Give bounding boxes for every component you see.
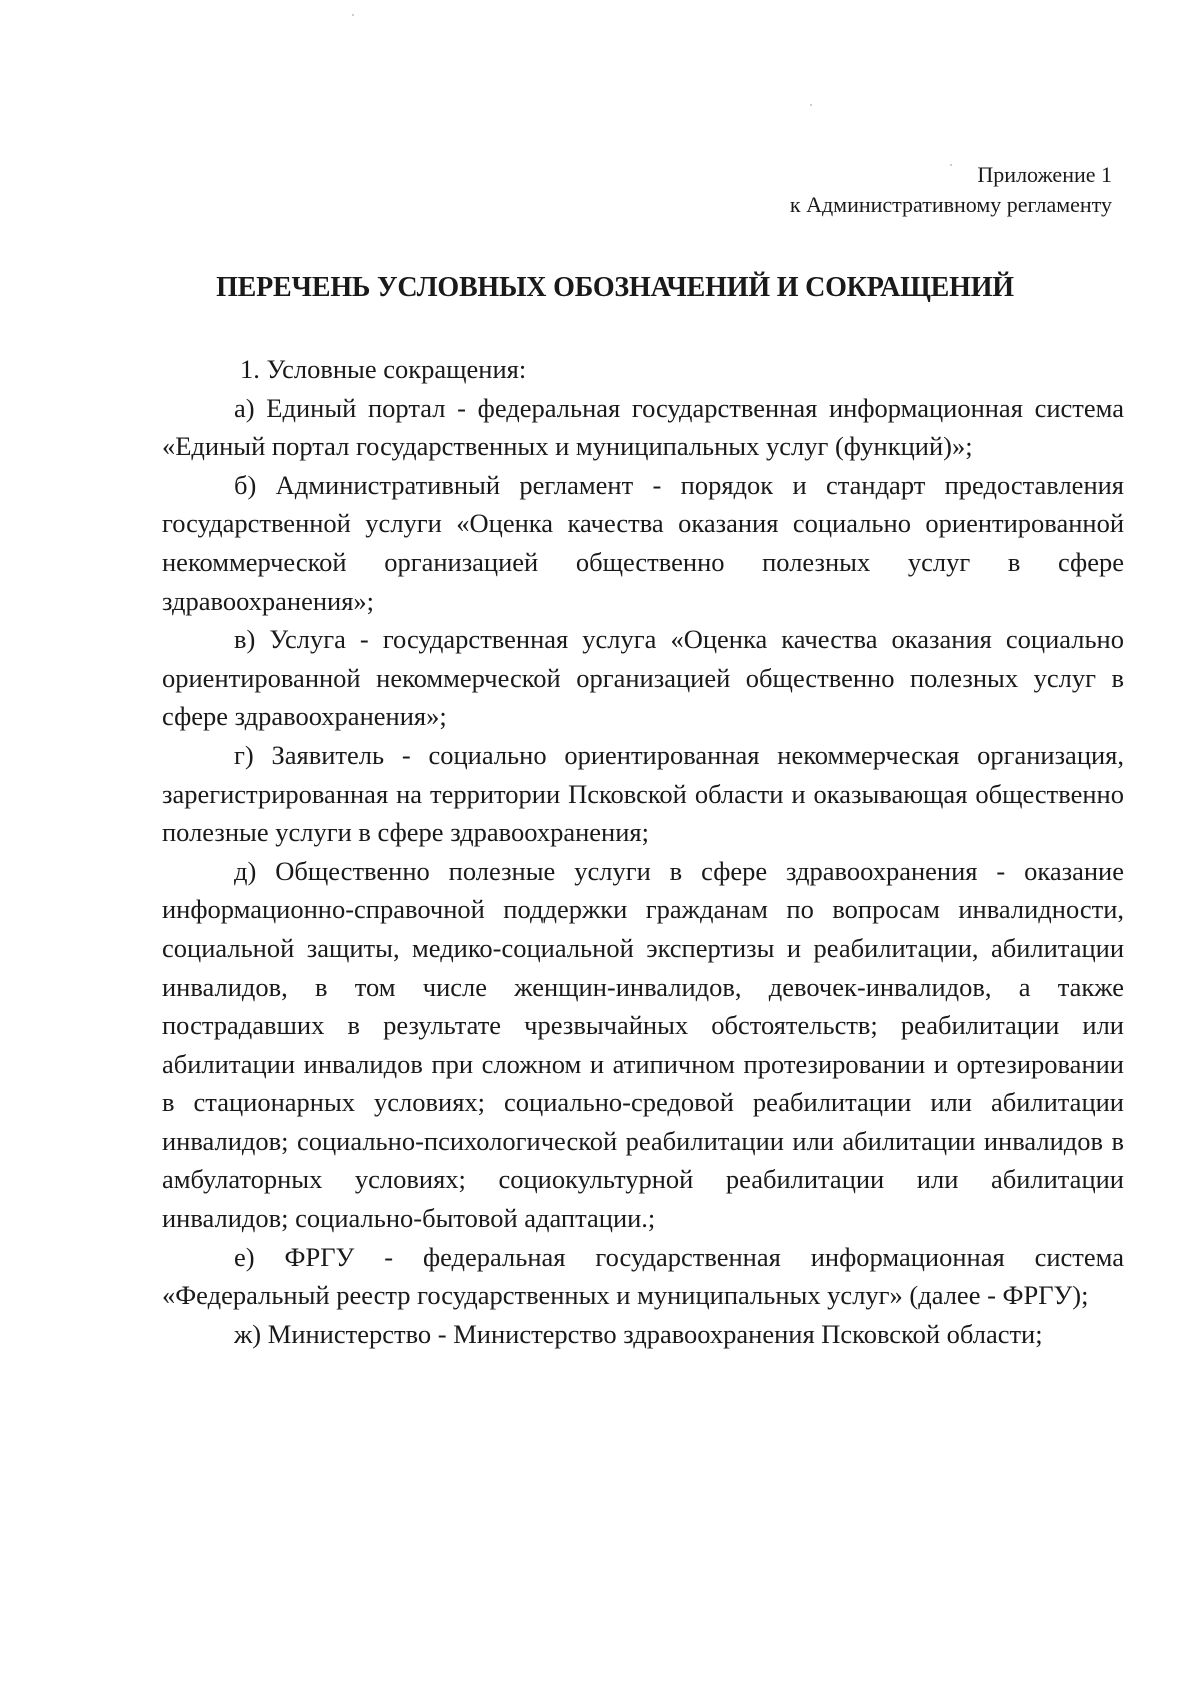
document-title: ПЕРЕЧЕНЬ УСЛОВНЫХ ОБОЗНАЧЕНИЙ И СОКРАЩЕНИЙ — [216, 272, 1014, 303]
list-item-zh: ж) Министерство - Министерство здравоохранения Псковской области; — [234, 1318, 1043, 1349]
list-item-d: д) Общественно полезные услуги в сфере здравоохранения - оказание информационно-справочной поддержки гражданам по вопросам инвалидности, социальной защиты, медико-социальной экспертизы и реабилитации, абилитации инвалидов, в том числе женщин-инвалидов, девочек-инвалидов, а также пострадавших в результате чрезвычайных обстоятельств; реабилитации или абилитации инвалидов при сложном и атипичном протезировании и ортезировании в стационарных условиях; социально-средовой реабилитации или абилитации инвалидов; социально-психологической реабилитации или абилитации инвалидов в амбулаторных условиях; социокультурной реабилитации или абилитации инвалидов; социально-бытовой адаптации.; — [162, 855, 1124, 1234]
document-body — [162, 350, 1124, 1353]
scan-speck — [352, 14, 354, 16]
list-item-a: а) Единый портал - федеральная государственная информационная система «Единый портал государственных и муниципальных услуг (функций)»; — [162, 392, 1124, 462]
list-item-v: в) Услуга - государственная услуга «Оценка качества оказания социально ориентированной некоммерческой организацией общественно полезных услуг в сфере здравоохранения»; — [162, 624, 1124, 732]
section-heading: 1. Условные сокращения: — [240, 354, 527, 384]
list-item-e: е) ФРГУ - федеральная государственная информационная система «Федеральный реестр государственных и муниципальных услуг» (далее - ФРГУ); — [162, 1241, 1124, 1311]
scan-speck — [810, 104, 812, 106]
list-item-b: б) Административный регламент - порядок и стандарт предоставления государственной услуги «Оценка качества оказания социально ориентированной некоммерческой организацией общественно полезных услуг в сфере здравоохранения»; — [162, 469, 1124, 616]
appendix-reference — [790, 160, 1112, 220]
appendix-number: Приложение 1 — [977, 162, 1112, 187]
list-item-g: г) Заявитель - социально ориентированная некоммерческая организация, зарегистрированная на территории Псковской области и оказывающая общественно полезные услуги в сфере здравоохранения; — [162, 739, 1124, 848]
appendix-regulation: к Административному регламенту — [789, 192, 1112, 217]
